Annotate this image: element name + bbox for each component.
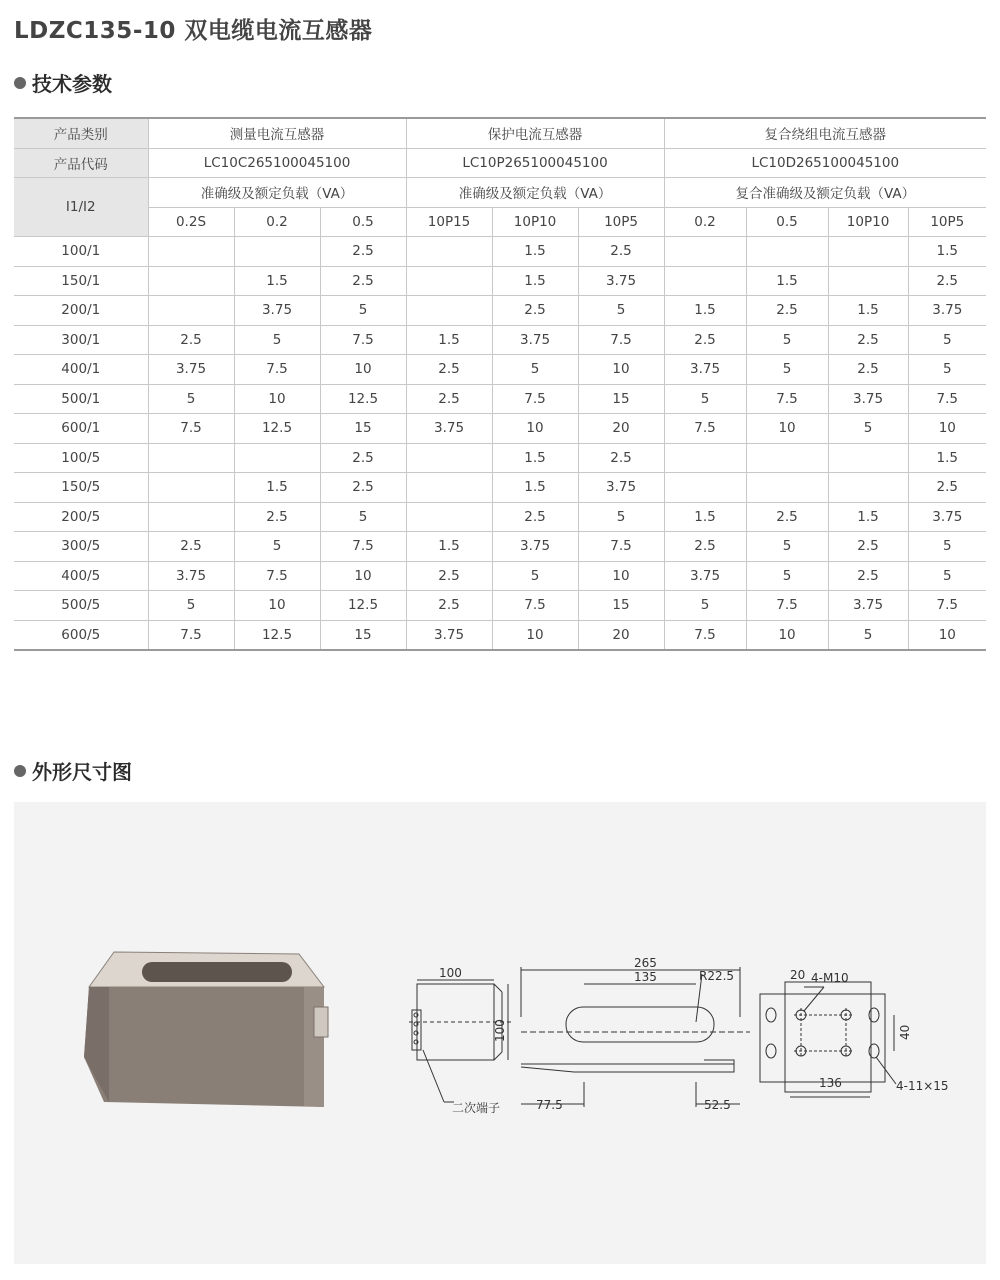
- value-cell: 5: [746, 355, 828, 385]
- class-cell: 10P5: [908, 207, 986, 237]
- class-cell: 10P5: [578, 207, 664, 237]
- value-cell: 20: [578, 414, 664, 444]
- value-cell: 15: [320, 620, 406, 650]
- value-cell: 1.5: [664, 502, 746, 532]
- value-cell: 1.5: [746, 266, 828, 296]
- value-cell: 12.5: [320, 384, 406, 414]
- table-row: [14, 561, 986, 591]
- row-label-code: 产品代码: [14, 148, 148, 178]
- value-cell: 2.5: [828, 355, 908, 385]
- value-cell: 2.5: [578, 443, 664, 473]
- value-cell: 5: [908, 355, 986, 385]
- value-cell: 2.5: [406, 355, 492, 385]
- value-cell: 2.5: [406, 591, 492, 621]
- value-cell: [234, 443, 320, 473]
- value-cell: 3.75: [406, 620, 492, 650]
- value-cell: 7.5: [492, 591, 578, 621]
- value-cell: [148, 473, 234, 503]
- value-cell: 5: [664, 591, 746, 621]
- dim-side-radius: R22.5: [699, 969, 735, 983]
- ratio-cell: 100/1: [14, 237, 148, 267]
- value-cell: 15: [578, 591, 664, 621]
- value-cell: 7.5: [664, 414, 746, 444]
- value-cell: 3.75: [492, 532, 578, 562]
- value-cell: 10: [908, 620, 986, 650]
- ratio-cell: 300/5: [14, 532, 148, 562]
- value-cell: 3.75: [828, 591, 908, 621]
- ratio-cell: 150/1: [14, 266, 148, 296]
- value-cell: 7.5: [148, 620, 234, 650]
- value-cell: 2.5: [148, 532, 234, 562]
- row-label-type: 产品类别: [14, 118, 148, 148]
- dim-front-width: 100: [439, 966, 462, 980]
- row-label-ratio: I1/I2: [14, 178, 148, 237]
- table-row: [14, 532, 986, 562]
- table-row: [14, 591, 986, 621]
- value-cell: 7.5: [148, 414, 234, 444]
- value-cell: 10: [746, 620, 828, 650]
- value-cell: 20: [578, 620, 664, 650]
- value-cell: 1.5: [492, 266, 578, 296]
- value-cell: [406, 473, 492, 503]
- table-row: [14, 296, 986, 326]
- value-cell: [234, 237, 320, 267]
- value-cell: 5: [578, 296, 664, 326]
- dim-side-slot: 135: [634, 970, 657, 984]
- value-cell: 1.5: [492, 473, 578, 503]
- value-cell: [148, 296, 234, 326]
- product-illustration: [84, 952, 328, 1107]
- value-cell: 5: [828, 620, 908, 650]
- class-cell: 10P10: [492, 207, 578, 237]
- dim-base-bolts: 4-M10: [811, 971, 849, 985]
- value-cell: 1.5: [828, 296, 908, 326]
- spec-table: [14, 117, 986, 651]
- class-cell: 0.2: [234, 207, 320, 237]
- value-cell: 2.5: [828, 561, 908, 591]
- value-cell: [664, 473, 746, 503]
- value-cell: 10: [320, 355, 406, 385]
- value-cell: [664, 443, 746, 473]
- value-cell: 2.5: [578, 237, 664, 267]
- table-row-type: [14, 118, 986, 148]
- table-row: [14, 237, 986, 267]
- value-cell: 5: [746, 532, 828, 562]
- value-cell: 1.5: [828, 502, 908, 532]
- value-cell: 10: [492, 414, 578, 444]
- value-cell: 1.5: [664, 296, 746, 326]
- value-cell: 3.75: [908, 296, 986, 326]
- value-cell: [406, 237, 492, 267]
- ratio-cell: 500/1: [14, 384, 148, 414]
- value-cell: 7.5: [746, 591, 828, 621]
- class-cell: 0.2S: [148, 207, 234, 237]
- group-subheader-combined: 复合准确级及额定负载（VA）: [664, 178, 986, 208]
- section-heading-spec: 技术参数: [14, 68, 112, 97]
- value-cell: [746, 443, 828, 473]
- value-cell: 2.5: [908, 473, 986, 503]
- value-cell: 3.75: [908, 502, 986, 532]
- value-cell: [148, 237, 234, 267]
- value-cell: 3.75: [664, 561, 746, 591]
- value-cell: [828, 237, 908, 267]
- ratio-cell: 600/1: [14, 414, 148, 444]
- dim-front-height: 100: [493, 1019, 507, 1042]
- table-row: [14, 355, 986, 385]
- value-cell: 7.5: [908, 384, 986, 414]
- group-type-measure: 测量电流互感器: [148, 118, 406, 148]
- value-cell: 12.5: [234, 620, 320, 650]
- value-cell: 5: [492, 561, 578, 591]
- side-view: [521, 967, 750, 1107]
- value-cell: 3.75: [148, 561, 234, 591]
- dim-base-edge: 20: [790, 968, 806, 982]
- value-cell: 2.5: [406, 384, 492, 414]
- value-cell: 2.5: [320, 237, 406, 267]
- value-cell: 2.5: [746, 296, 828, 326]
- value-cell: 15: [320, 414, 406, 444]
- value-cell: 2.5: [234, 502, 320, 532]
- table-row: [14, 502, 986, 532]
- value-cell: 5: [234, 532, 320, 562]
- ratio-cell: 150/5: [14, 473, 148, 503]
- class-cell: 10P15: [406, 207, 492, 237]
- value-cell: [828, 266, 908, 296]
- value-cell: 10: [578, 355, 664, 385]
- ratio-cell: 400/5: [14, 561, 148, 591]
- table-row-code: [14, 148, 986, 178]
- section-heading-drawing: 外形尺寸图: [14, 756, 132, 785]
- table-row: [14, 473, 986, 503]
- value-cell: 3.75: [578, 266, 664, 296]
- value-cell: 12.5: [320, 591, 406, 621]
- class-cell: 0.2: [664, 207, 746, 237]
- value-cell: 5: [578, 502, 664, 532]
- group-code-measure: LC10C265100045100: [148, 148, 406, 178]
- value-cell: 2.5: [828, 325, 908, 355]
- value-cell: 2.5: [908, 266, 986, 296]
- value-cell: 1.5: [406, 532, 492, 562]
- table-row: [14, 620, 986, 650]
- dimension-drawing-panel: [14, 802, 986, 1264]
- value-cell: 3.75: [492, 325, 578, 355]
- value-cell: 2.5: [664, 325, 746, 355]
- ratio-cell: 200/1: [14, 296, 148, 326]
- value-cell: 7.5: [908, 591, 986, 621]
- value-cell: 7.5: [320, 325, 406, 355]
- dim-base-spacing: 40: [898, 1024, 912, 1040]
- bullet-icon: [14, 77, 26, 89]
- bullet-icon: [14, 765, 26, 777]
- value-cell: 15: [578, 384, 664, 414]
- table-row-classes: [14, 207, 986, 237]
- ratio-cell: 500/5: [14, 591, 148, 621]
- group-subheader-protect: 准确级及额定负载（VA）: [406, 178, 664, 208]
- value-cell: 7.5: [746, 384, 828, 414]
- value-cell: 2.5: [492, 502, 578, 532]
- value-cell: 5: [908, 561, 986, 591]
- ratio-cell: 200/5: [14, 502, 148, 532]
- group-subheader-measure: 准确级及额定负载（VA）: [148, 178, 406, 208]
- value-cell: 3.75: [148, 355, 234, 385]
- value-cell: 1.5: [908, 237, 986, 267]
- dim-base-width: 136: [819, 1076, 842, 1090]
- value-cell: [664, 266, 746, 296]
- value-cell: 5: [908, 325, 986, 355]
- value-cell: [406, 443, 492, 473]
- value-cell: 7.5: [234, 355, 320, 385]
- value-cell: 2.5: [746, 502, 828, 532]
- value-cell: 7.5: [664, 620, 746, 650]
- dim-side-left-offset: 77.5: [536, 1098, 563, 1112]
- value-cell: 2.5: [664, 532, 746, 562]
- ratio-cell: 600/5: [14, 620, 148, 650]
- value-cell: 7.5: [234, 561, 320, 591]
- group-type-protect: 保护电流互感器: [406, 118, 664, 148]
- value-cell: 5: [492, 355, 578, 385]
- value-cell: 10: [234, 384, 320, 414]
- table-row: [14, 414, 986, 444]
- value-cell: 12.5: [234, 414, 320, 444]
- value-cell: 10: [908, 414, 986, 444]
- page-title: LDZC135-10 双电缆电流互感器: [14, 18, 373, 44]
- value-cell: [406, 502, 492, 532]
- value-cell: [148, 502, 234, 532]
- value-cell: [828, 473, 908, 503]
- group-code-combined: LC10D265100045100: [664, 148, 986, 178]
- value-cell: 1.5: [492, 443, 578, 473]
- value-cell: 2.5: [148, 325, 234, 355]
- value-cell: 3.75: [234, 296, 320, 326]
- value-cell: [828, 443, 908, 473]
- value-cell: 5: [148, 591, 234, 621]
- value-cell: 10: [320, 561, 406, 591]
- value-cell: 5: [828, 414, 908, 444]
- table-row-subheader: [14, 178, 986, 208]
- value-cell: 5: [234, 325, 320, 355]
- value-cell: 3.75: [406, 414, 492, 444]
- group-type-combined: 复合绕组电流互感器: [664, 118, 986, 148]
- dimension-drawing: [14, 802, 986, 1264]
- table-row: [14, 384, 986, 414]
- value-cell: 1.5: [234, 473, 320, 503]
- table-row: [14, 443, 986, 473]
- value-cell: 1.5: [234, 266, 320, 296]
- value-cell: [148, 443, 234, 473]
- class-cell: 0.5: [746, 207, 828, 237]
- value-cell: [746, 473, 828, 503]
- dim-side-right-offset: 52.5: [704, 1098, 731, 1112]
- value-cell: 5: [664, 384, 746, 414]
- value-cell: [746, 237, 828, 267]
- value-cell: 2.5: [492, 296, 578, 326]
- ratio-cell: 400/1: [14, 355, 148, 385]
- value-cell: 2.5: [320, 473, 406, 503]
- value-cell: 7.5: [578, 325, 664, 355]
- table-row: [14, 266, 986, 296]
- value-cell: 1.5: [492, 237, 578, 267]
- value-cell: 5: [320, 502, 406, 532]
- value-cell: 7.5: [320, 532, 406, 562]
- ratio-cell: 100/5: [14, 443, 148, 473]
- dim-side-overall: 265: [634, 956, 657, 970]
- value-cell: [406, 266, 492, 296]
- value-cell: [664, 237, 746, 267]
- value-cell: 2.5: [320, 266, 406, 296]
- value-cell: 10: [492, 620, 578, 650]
- value-cell: 1.5: [406, 325, 492, 355]
- value-cell: 5: [746, 325, 828, 355]
- table-row: [14, 325, 986, 355]
- value-cell: 10: [746, 414, 828, 444]
- value-cell: 2.5: [828, 532, 908, 562]
- group-code-protect: LC10P265100045100: [406, 148, 664, 178]
- value-cell: 7.5: [492, 384, 578, 414]
- value-cell: 3.75: [578, 473, 664, 503]
- value-cell: 3.75: [828, 384, 908, 414]
- ratio-cell: 300/1: [14, 325, 148, 355]
- value-cell: 3.75: [664, 355, 746, 385]
- value-cell: 5: [320, 296, 406, 326]
- value-cell: [406, 296, 492, 326]
- value-cell: 10: [234, 591, 320, 621]
- value-cell: 10: [578, 561, 664, 591]
- value-cell: 5: [908, 532, 986, 562]
- dim-base-holes: 4-11×15: [896, 1079, 949, 1093]
- class-cell: 0.5: [320, 207, 406, 237]
- value-cell: 1.5: [908, 443, 986, 473]
- value-cell: 2.5: [320, 443, 406, 473]
- terminal-label: 二次端子: [452, 1101, 501, 1115]
- value-cell: 7.5: [578, 532, 664, 562]
- value-cell: [148, 266, 234, 296]
- class-cell: 10P10: [828, 207, 908, 237]
- value-cell: 5: [148, 384, 234, 414]
- value-cell: 5: [746, 561, 828, 591]
- value-cell: 2.5: [406, 561, 492, 591]
